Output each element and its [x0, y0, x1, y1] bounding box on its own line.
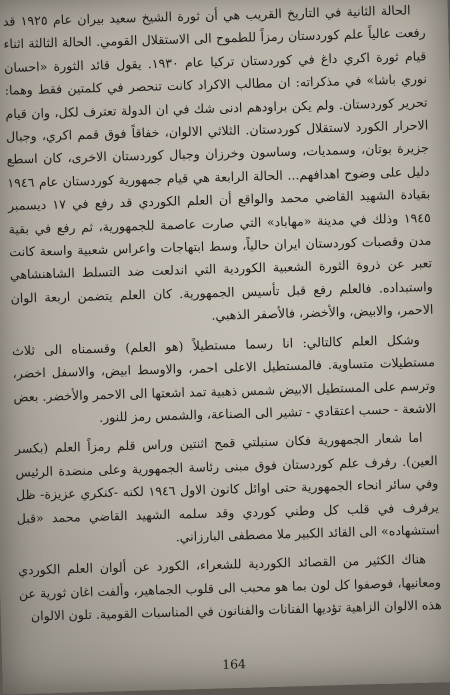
page-text	[3, 0, 442, 629]
paragraph-1: الحالة الثانية في التاريخ القريب هي أن ثورة الشيخ سعيد بيران عام ١٩٢٥ قد رفعت عالياً علم كوردستان رمزاً للطموح الى الاستقلال القومي. الحالة الثالثة اثناء قيام ثورة اكري داغ في كوردستان تركيا عام ١٩٣٠. يقول قائد الثورة «احسان نوري باشا» في مذكراته: ان مطالب الاكراد كانت تنحصر في كلمتين فقط وهما: تحرير كوردستان. ولم يكن براودهم ادنى شك في ان الدولة تعترف لكل، وان قيام الاحرار الكورد لاستقلال كوردستان. الثلاثي الالوان، خفاقاً فوق قمم اكري، وجبال جزيرة بوتان، وسمديات، وساسون وخرزان وجبال كوردستان الاخرى، كان اسطع دليل على وضوح اهدافهم... الحالة الرابعة هي قيام جمهورية كوردستان عام ١٩٤٦ بقيادة الشهيد القاضي محمد والواقع أن العلم الكوردي قد رفع في ١٧ ديسمبر ١٩٤٥ وذلك في مدينة «مهاباد» التي صارت عاصمة للجمهورية، ثم رفع في بقية مدن وقصبات كوردستان ايران حالياً، وسط ابتهاجات واعراس شعبية واسعة كانت تعبر عن ذروة الثورة الشعبية الكوردية التي اندلعت ضد التسلط الشاهنشاهي واستبداده. فالعلم رفع قبل تأسيس الجمهورية. كان العلم يتضمن اربعة الوان الاحمر، والابيض، والأخضر، فالأصفر الذهبي.	[2, 3, 434, 324]
paragraph-2: وشكل العلم كالتالي: انا رسما مستطيلاً (هو العلم) وقسمناه الى ثلاث مستطيلات متساوية. فالمستطيل الاعلى احمر، والاوسط ابيض، والاسفل اخضر، وترسم على المستطيل الابيض شمس ذهبية تمد اشعتها الى الاحمر والأخضر. بعض الاشعة - حسب اعتقادي - تشير الى الصناعة، والشمس رمز للنور.	[11, 332, 437, 425]
paragraph-3: اما شعار الجمهورية فكان سنبلتي قمح اثنتين وراس قلم رمزاً العلم (بكسر العين). رفرف علم كوردستان فوق مبنى رئاسة الجمهورية وعلى منضدة الرئيس وفي سائر انحاء الجمهورية حتى اوائل كانون الاول ١٩٤٦ لكنه -كنكري عزيزة- ظل يرفرف في قلب كل وطني كوردي وقد سلمه الشهيد القاضي محمد «قبل استشهاده» الى القائد الكبير ملا مصطفى البارزاني.	[14, 430, 440, 545]
paragraph-4: هناك الكثير من القصائد الكوردية للشعراء، الكورد عن ألوان العلم الكوردي ومعانيها، فوصفوا كل لون بما هو محبب الى قلوب الجماهير، وألفت اغان ثورية عن هذه الالوان الزاهية تؤديها الفنانات والفنانون في المناسبات القومية. تلون الالوان	[17, 552, 442, 624]
page-number: 164	[222, 656, 247, 672]
